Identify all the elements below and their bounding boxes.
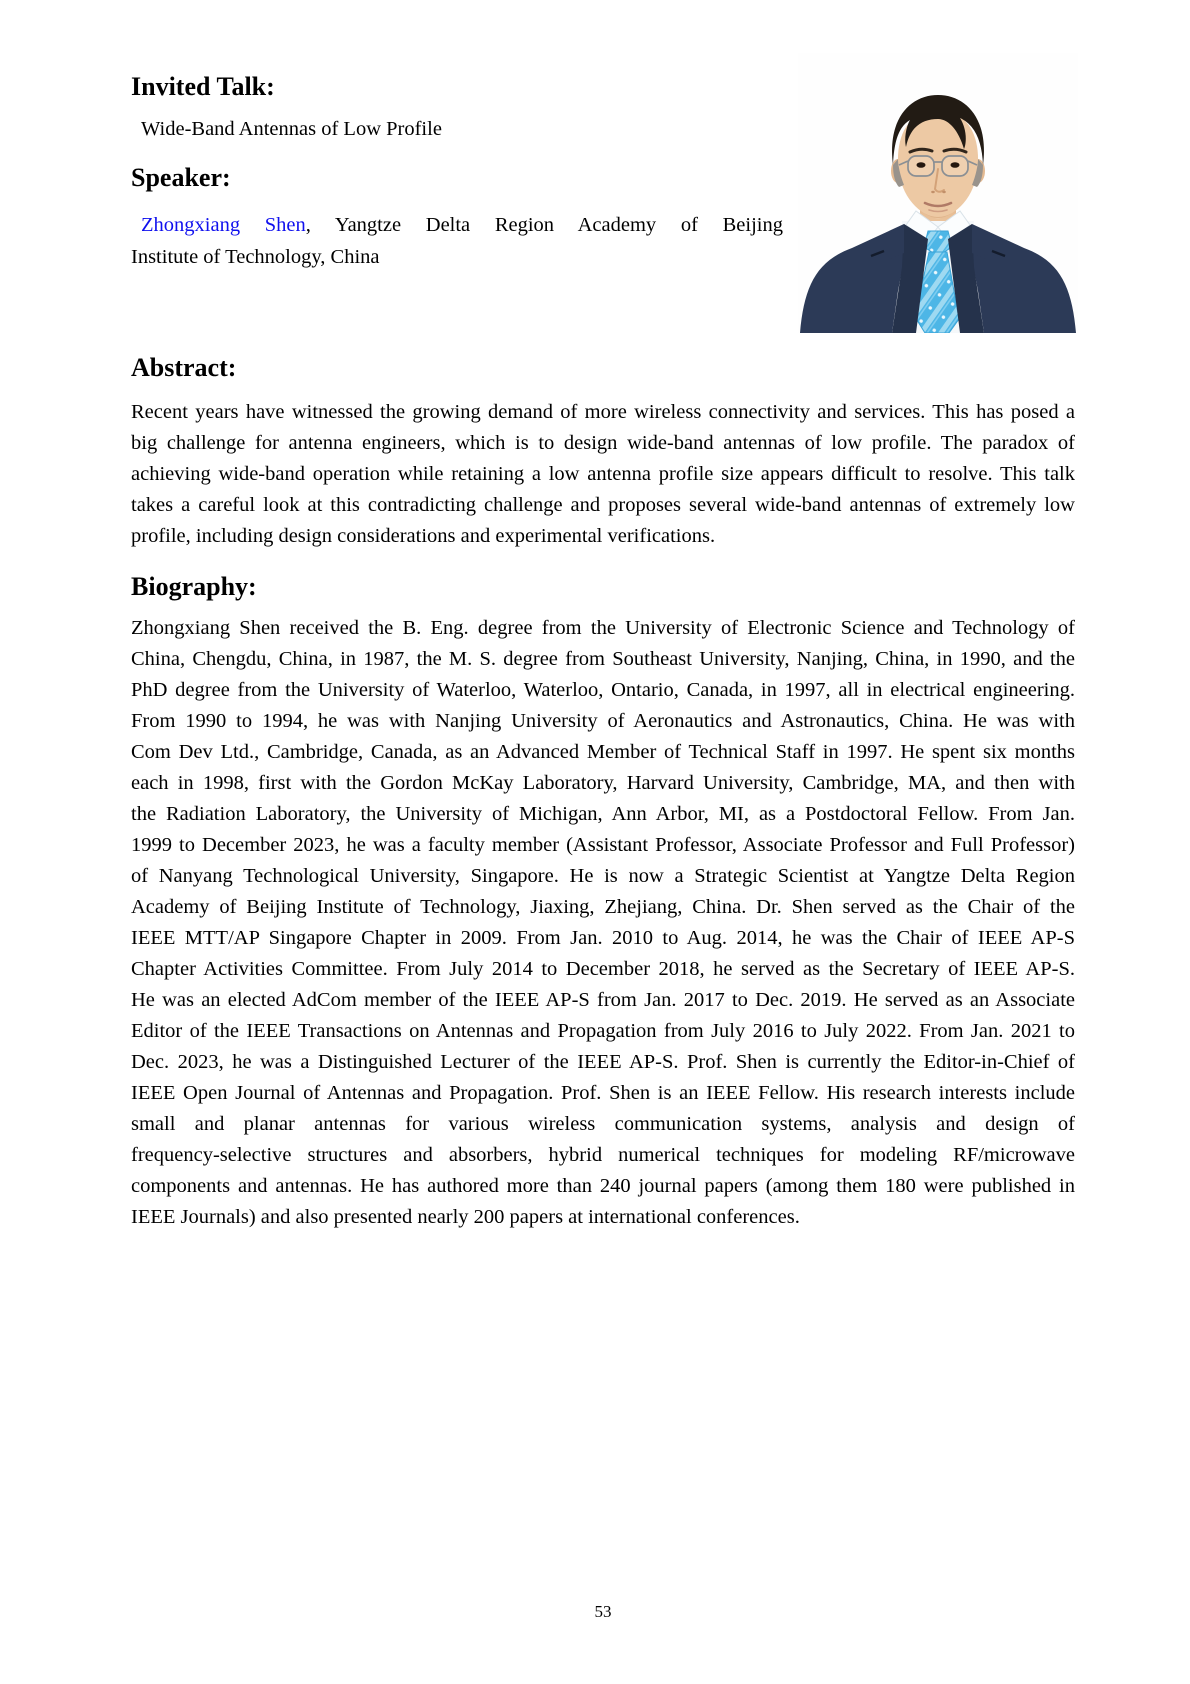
paragraph-line: From 1990 to 1994, he was with Nanjing University of Aeronautics and Astronautics, China. He was with — [131, 710, 1075, 732]
speaker-line-1 — [131, 209, 783, 241]
paragraph-line: each in 1998, first with the Gordon McKay Laboratory, Harvard University, Cambridge, MA, and then with — [131, 772, 1075, 794]
paragraph-line: achieving wide-band operation while retaining a low antenna profile size appears difficult to resolve. This talk — [131, 463, 1075, 485]
paragraph-line: of Nanyang Technological University, Singapore. He is now a Strategic Scientist at Yangtze Delta Region — [131, 865, 1075, 887]
speaker-line-2: Institute of Technology, China — [131, 246, 380, 268]
paragraph-line: Zhongxiang Shen received the B. Eng. degree from the University of Electronic Science and Technology of — [131, 617, 1075, 639]
paragraph-line: China, Chengdu, China, in 1987, the M. S. degree from Southeast University, Nanjing, China, in 1990, and the — [131, 648, 1075, 670]
paragraph-line: Editor of the IEEE Transactions on Antennas and Propagation from July 2016 to July 2022. From Jan. 2021 to — [131, 1020, 1075, 1042]
paragraph-line: IEEE Open Journal of Antennas and Propagation. Prof. Shen is an IEEE Fellow. His research interests include — [131, 1082, 1075, 1104]
speaker-photo — [798, 53, 1078, 333]
paragraph-line: big challenge for antenna engineers, which is to design wide-band antennas of low profile. The paradox of — [131, 432, 1075, 454]
paragraph-line: small and planar antennas for various wireless communication systems, analysis and design of — [131, 1113, 1075, 1135]
paragraph-line: IEEE MTT/AP Singapore Chapter in 2009. From Jan. 2010 to Aug. 2014, he was the Chair of IEEE AP-S — [131, 927, 1075, 949]
paragraph-line: Dec. 2023, he was a Distinguished Lecturer of the IEEE AP-S. Prof. Shen is currently the Editor-in-Chief of — [131, 1051, 1075, 1073]
abstract-paragraph — [131, 397, 1075, 552]
biography-paragraph — [131, 613, 1075, 1233]
paragraph-line: IEEE Journals) and also presented nearly 200 papers at international conferences. — [131, 1206, 800, 1228]
speaker-portrait-illustration — [798, 53, 1078, 333]
paragraph-line: components and antennas. He has authored more than 240 journal papers (among them 180 were published in — [131, 1175, 1075, 1197]
page-number: 53 — [594, 1602, 612, 1621]
biography-heading: Biography: — [131, 572, 257, 601]
abstract-heading: Abstract: — [131, 353, 237, 382]
paragraph-line: profile, including design considerations and experimental verifications. — [131, 525, 716, 547]
speaker-heading: Speaker: — [131, 163, 231, 192]
paragraph-line: PhD degree from the University of Waterloo, Waterloo, Ontario, Canada, in 1997, all in electrical engineering. — [131, 679, 1075, 701]
paragraph-line: takes a careful look at this contradicting challenge and proposes several wide-band antennas of extremely low — [131, 494, 1075, 516]
paragraph-line: Academy of Beijing Institute of Technology, Jiaxing, Zhejiang, China. Dr. Shen served as the Chair of the — [131, 896, 1075, 918]
paragraph-line: 1999 to December 2023, he was a faculty member (Assistant Professor, Associate Professor and Full Professor) — [131, 834, 1075, 856]
talk-title: Wide-Band Antennas of Low Profile — [141, 118, 442, 140]
speaker-affiliation — [131, 209, 783, 273]
invited-talk-heading: Invited Talk: — [131, 72, 275, 101]
speaker-name-link[interactable]: Zhongxiang Shen — [141, 214, 306, 236]
paragraph-line: Recent years have witnessed the growing demand of more wireless connectivity and services. This has posed a — [131, 401, 1075, 423]
speaker-affiliation-rest: , Yangtze Delta Region Academy of Beijing — [305, 214, 783, 236]
paragraph-line: Com Dev Ltd., Cambridge, Canada, as an Advanced Member of Technical Staff in 1997. He spent six months — [131, 741, 1075, 763]
paragraph-line: Chapter Activities Committee. From July 2014 to December 2018, he served as the Secretary of IEEE AP-S. — [131, 958, 1075, 980]
paragraph-line: frequency-selective structures and absorbers, hybrid numerical techniques for modeling RF/microwave — [131, 1144, 1075, 1166]
paragraph-line: the Radiation Laboratory, the University of Michigan, Ann Arbor, MI, as a Postdoctoral Fellow. From Jan. — [131, 803, 1075, 825]
paragraph-line: He was an elected AdCom member of the IEEE AP-S from Jan. 2017 to Dec. 2019. He served as an Associate — [131, 989, 1075, 1011]
